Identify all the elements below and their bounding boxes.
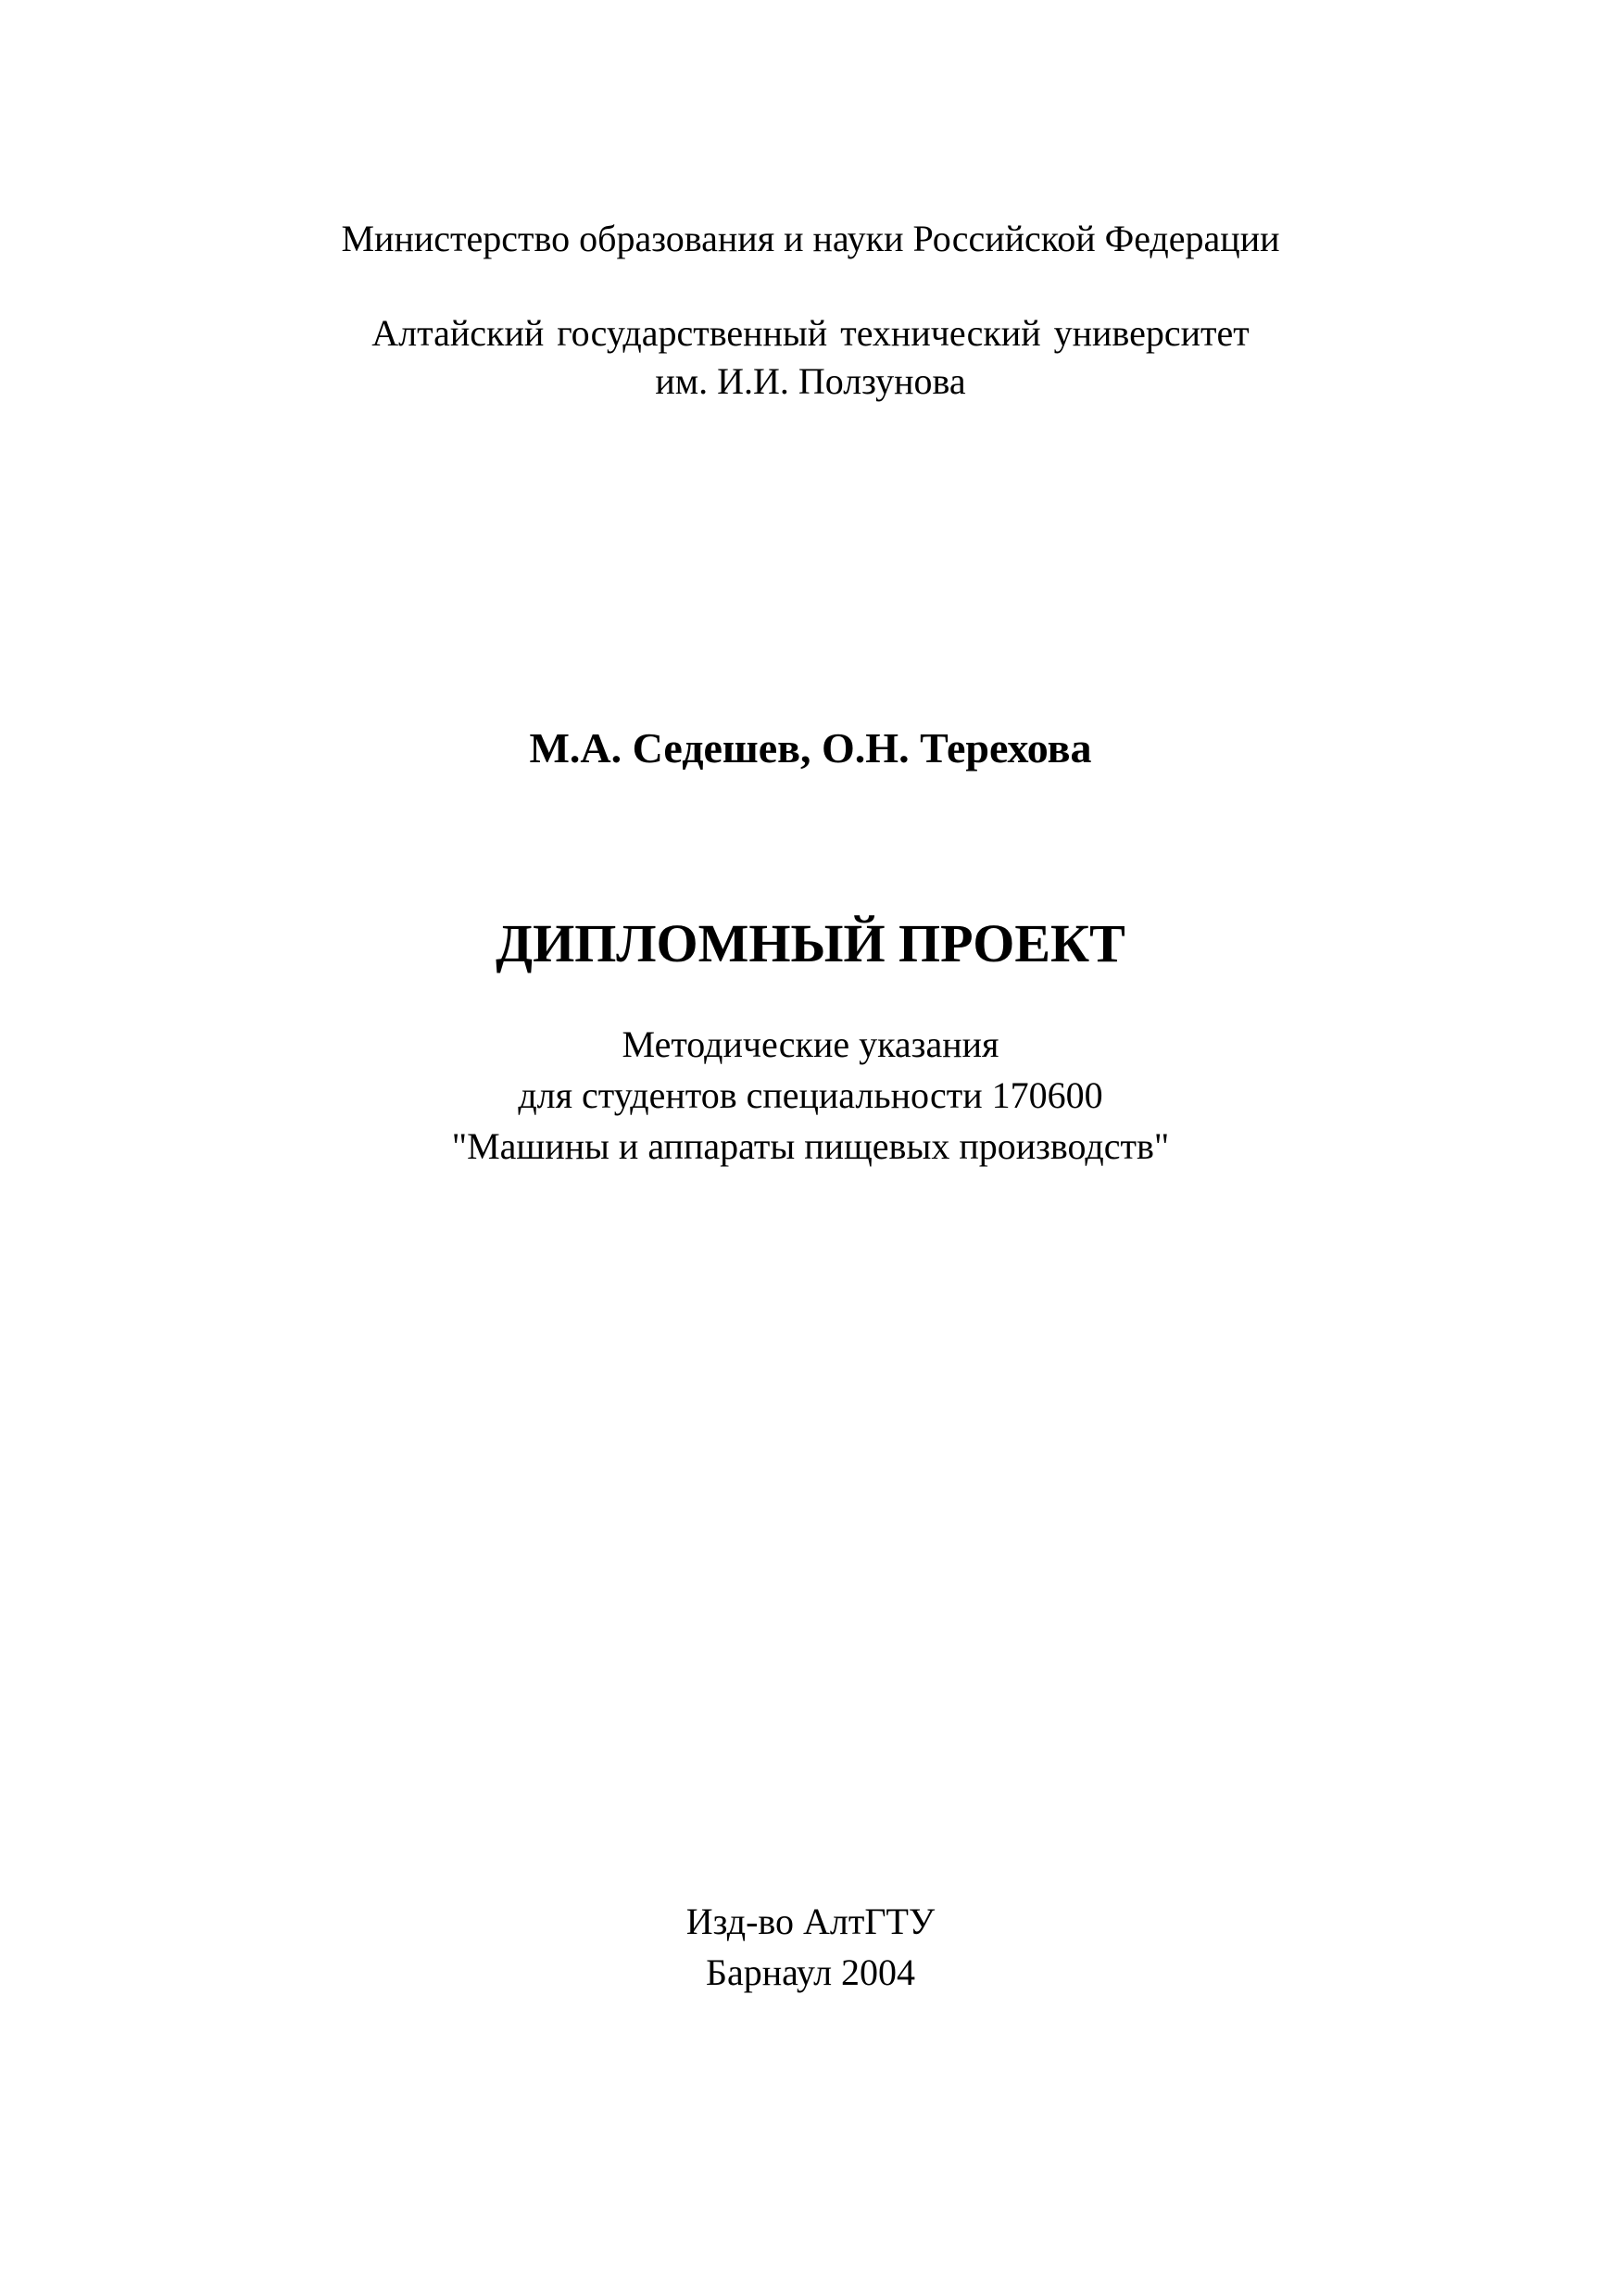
document-title: ДИПЛОМНЫЙ ПРОЕКТ (496, 913, 1125, 973)
subtitle-line-2: для студентов специальности 170600 (518, 1074, 1103, 1116)
university-dedication: им. И.И. Ползунова (655, 360, 966, 402)
subtitle-line-1: Методические указания (622, 1023, 999, 1065)
city-year: Барнаул 2004 (705, 1951, 916, 1993)
subtitle-line-3: "Машины и аппараты пищевых производств" (451, 1125, 1170, 1167)
university-name: Алтайский государственный технический университет (371, 312, 1250, 354)
ministry-name: Министерство образования и науки Российской Федерации (341, 218, 1280, 259)
authors: М.А. Седешев, О.Н. Терехова (529, 724, 1092, 772)
publisher: Изд-во АлтГТУ (685, 1901, 936, 1942)
